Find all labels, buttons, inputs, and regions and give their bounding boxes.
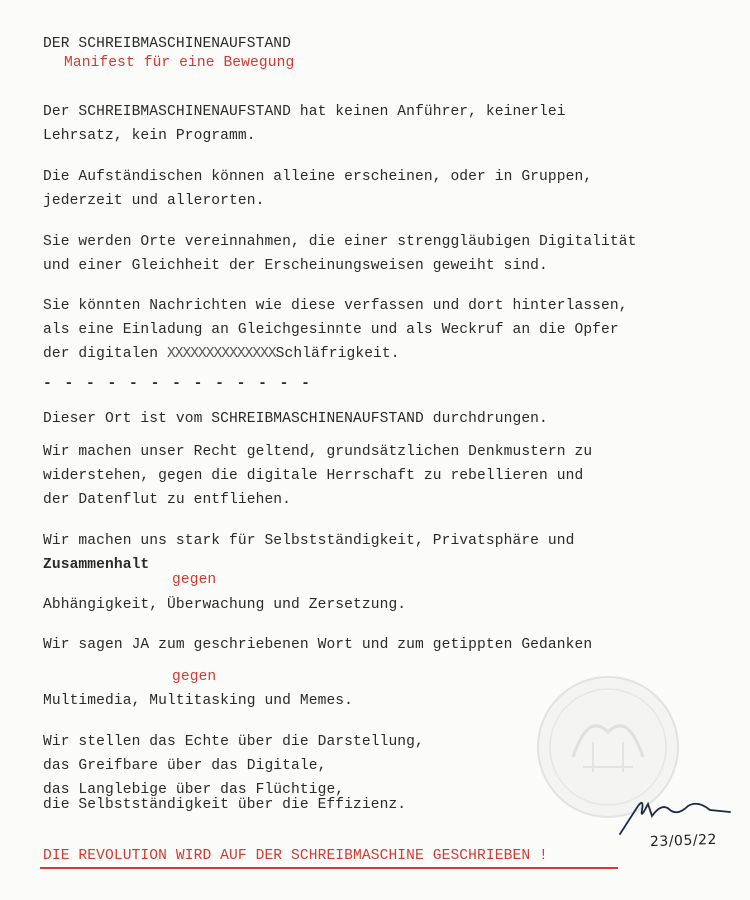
dashed-divider: - - - - - - - - - - - - - [43, 376, 312, 392]
footer-underline [40, 867, 618, 869]
signature-date: 23/05/22 [649, 831, 718, 851]
document-subtitle: Manifest für eine Bewegung [64, 55, 295, 71]
paragraph-6-line-1: Wir machen unser Recht geltend, grundsätzlichen Denkmustern zu [43, 444, 593, 460]
paragraph-9-line-2: das Greifbare über das Digitale, [43, 758, 327, 774]
paragraph-4-line-3 [43, 346, 400, 362]
paragraph-6-line-3: der Datenflut zu entfliehen. [43, 492, 292, 508]
document-title: DER SCHREIBMASCHINENAUFSTAND [43, 36, 292, 52]
footer-slogan: DIE REVOLUTION WIRD AUF DER SCHREIBMASCHINE GESCHRIEBEN ! [43, 848, 548, 864]
paragraph-4-line-2: als eine Einladung an Gleichgesinnte und als Weckruf an die Opfer [43, 322, 619, 338]
paragraph-7-end: Abhängigkeit, Überwachung und Zersetzung. [43, 597, 407, 613]
paragraph-7-gegen: gegen [172, 572, 217, 588]
paragraph-3-line-2: und einer Gleichheit der Erscheinungsweisen geweiht sind. [43, 258, 548, 274]
paragraph-8: Wir sagen JA zum geschriebenen Wort und zum getippten Gedanken [43, 637, 593, 653]
paragraph-9-line-3: das Langlebige über das Flüchtige, [43, 782, 345, 798]
paragraph-7-line-1: Wir machen uns stark für Selbstständigkeit, Privatsphäre und [43, 533, 575, 549]
paragraph-5: Dieser Ort ist vom SCHREIBMASCHINENAUFSTAND durchdrungen. [43, 411, 548, 427]
paragraph-4-line-1: Sie könnten Nachrichten wie diese verfassen und dort hinterlassen, [43, 298, 628, 314]
struck-out-word: XXXXXXXXXXXXXX [167, 346, 276, 362]
paragraph-9-line-1: Wir stellen das Echte über die Darstellung, [43, 734, 424, 750]
paragraph-9-line-4: die Selbstständigkeit über die Effizienz. [43, 797, 407, 813]
paragraph-3-line-1: Sie werden Orte vereinnahmen, die einer strenggläubigen Digitalität [43, 234, 637, 250]
paragraph-2-line-1: Die Aufständischen können alleine erscheinen, oder in Gruppen, [43, 169, 593, 185]
paragraph-2-line-2: jederzeit und allerorten. [43, 193, 265, 209]
line-3-prefix: der digitalen [43, 346, 168, 362]
paragraph-8-end: Multimedia, Multitasking und Memes. [43, 693, 354, 709]
paragraph-1-line-2: Lehrsatz, kein Programm. [43, 128, 256, 144]
paragraph-8-gegen: gegen [172, 669, 217, 685]
signature-icon [618, 796, 738, 836]
line-3-suffix: Schläfrigkeit. [275, 346, 400, 362]
paragraph-1-line-1: Der SCHREIBMASCHINENAUFSTAND hat keinen Anführer, keinerlei [43, 104, 566, 120]
paragraph-6-line-2: widerstehen, gegen die digitale Herrschaft zu rebellieren und [43, 468, 584, 484]
paragraph-7-line-2: Zusammenhalt [43, 557, 150, 573]
